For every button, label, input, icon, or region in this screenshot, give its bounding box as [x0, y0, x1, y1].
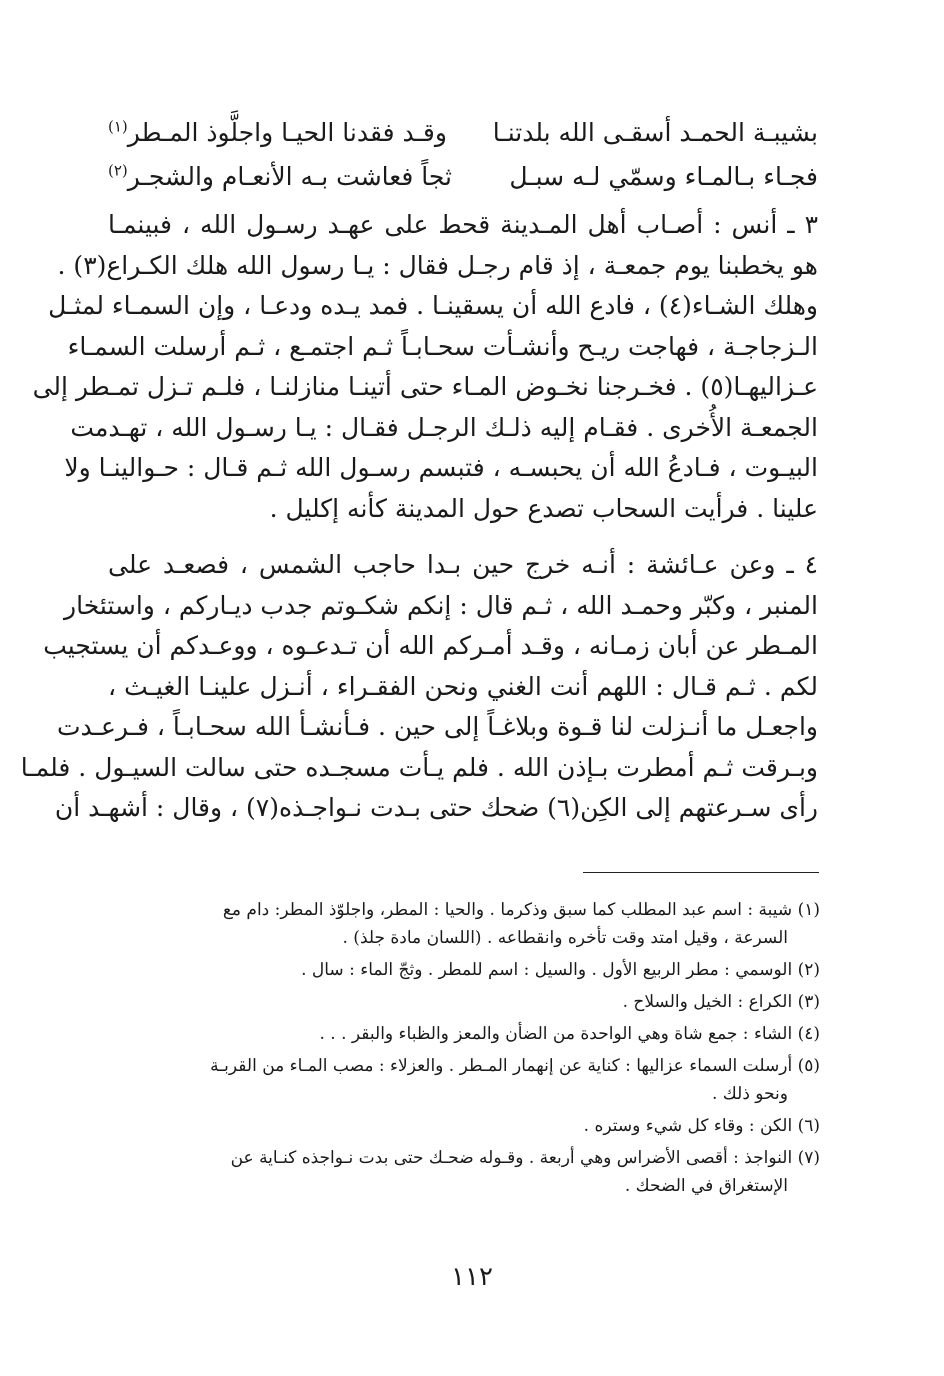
verse-second-hemistich: ثجاً فعاشت بـه الأنعـام والشجـر$^{(٢)}$ [108, 161, 452, 191]
text-line: علينا . فرأيت السحاب تصدع حول المدينة كأنه إكليل . [269, 493, 818, 523]
text-line: ٣ ـ أنس : أصـاب أهل المـدينة قحط على عهـد رسـول الله ، فبينمـا [108, 210, 818, 239]
text-line: هو يخطبنا يوم جمعـة ، إذ قام رجـل فقال : يـا رسول الله هلك الكـراع(٣) . [57, 250, 818, 280]
footnote-line: الإستغراق في الضحك . [624, 1176, 788, 1196]
hadith-paragraph-3 [32, 205, 818, 529]
text-line: المنبر ، وكبّر وحمـد الله ، ثـم قال : إنكم شكـوتم جدب ديـاركم ، واستئخار [64, 590, 818, 620]
footnote-line: السرعة ، وقيل امتد وقت تأخره وانقطاعه . (اللسان مادة جلذ) . [342, 928, 788, 948]
text-line: لكم . ثـم قـال : اللهم أنت الغني ونحن الفقـراء ، أنـزل علينـا الغيـث ، [108, 671, 818, 701]
text-line: وبـرقت ثـم أمطرت بـإذن الله . فلم يـأت مسجـده حتى سالت السيـول . فلمـا [20, 752, 818, 782]
footnote-7 [112, 1144, 820, 1200]
footnote-line: (٢) الوسمي : مطر الربيع الأول . والسيل : اسم للمطر . وثجّ الماء : سال . [301, 960, 820, 980]
footnotes [112, 896, 820, 1204]
verse-line [108, 110, 818, 154]
footnote-2 [112, 956, 820, 984]
text-line: عـزاليهـا(٥) . فخـرجنا نخـوض المـاء حتى أتينـا منازلنـا ، فلـم تـزل تمـطر إلى [32, 372, 818, 401]
text-line: الـزجاجـة ، فهاجت ريـح وأنشـأت سحـابـاً ثـم اجتمـع ، ثـم أرسلت السمـاء [67, 331, 818, 361]
text-line: رأى سـرعتهم إلى الكِن(٦) ضحك حتى بـدت نـواجـذه(٧) ، وقال : أشهـد أن [54, 793, 818, 822]
footnote-1 [112, 896, 820, 952]
text-line: واجعـل ما أنـزلت لنا قـوة وبلاغـاً إلى حين . فـأنشـأ الله سحـابـاً ، فـرعـدت [57, 712, 818, 741]
verse-first-hemistich: فجـاء بـالمـاء وسمّي لـه سبـل [509, 161, 818, 191]
footnote-marker: (٢) [108, 161, 128, 180]
text-line: البيـوت ، فـادعُ الله أن يحبسـه ، فتبسم رسـول الله ثـم قـال : حـوالينـا ولا [64, 453, 818, 482]
footnote-5 [112, 1052, 820, 1108]
footnote-line: (٧) النواجذ : أقصى الأضراس وهي أربعة . وقـوله ضحـك حتى بدت نـواجذه كنـاية عن [230, 1148, 820, 1168]
hadith-paragraph-4 [20, 545, 818, 829]
verse-line [108, 154, 818, 198]
footnote-line: (٣) الكراع : الخيل والسلاح . [622, 992, 820, 1012]
poem-verse [108, 110, 818, 198]
footnote-4 [112, 1020, 820, 1048]
footnote-line: (٦) الكن : وقاء كل شيء وستره . [583, 1116, 820, 1136]
footnote-marker: (١) [108, 117, 128, 136]
verse-second-hemistich: وقـد فقدنا الحيـا واجلَّوذ المـطر$^{(١)}$ [108, 117, 447, 147]
footnote-6 [112, 1112, 820, 1140]
text-line: المـطر عن أبان زمـانه ، وقـد أمـركم الله أن تـدعـوه ، ووعـدكم أن يستجيب [43, 631, 818, 660]
footnote-3 [112, 988, 820, 1016]
footnote-line: (٤) الشاء : جمع شاة وهي الواحدة من الضأن والمعز والظباء والبقر . . . [319, 1024, 820, 1044]
footnote-line: ونحو ذلك . [712, 1084, 788, 1104]
text-line: ٤ ـ وعن عـائشة : أنـه خرج حين بـدا حاجب الشمس ، فصعـد على [108, 550, 818, 579]
footnote-line: (٥) أرسلت السماء عزاليها : كناية عن إنهمار المـطر . والعزلاء : مصب المـاء من القربـة [210, 1056, 820, 1076]
main-text [20, 205, 818, 845]
footnote-line: (١) شيبة : اسم عبد المطلب كما سبق وذكرما . والحيا : المطر، واجلوّذ المطر: دام مع [222, 900, 820, 920]
footnote-divider [583, 872, 819, 873]
text-line: الجمعـة الأُخرى . فقـام إليه ذلـك الرجـل فقـال : يـا رسـول الله ، تهـدمت [70, 412, 818, 442]
text-line: وهلك الشـاء(٤) ، فادع الله أن يسقينـا . فمد يـده ودعـا ، وإن السمـاء لمثـل [48, 291, 818, 320]
page-number: ١١٢ [451, 1262, 493, 1292]
verse-first-hemistich: بشيبـة الحمـد أسقـى الله بلدتنـا [492, 117, 818, 147]
